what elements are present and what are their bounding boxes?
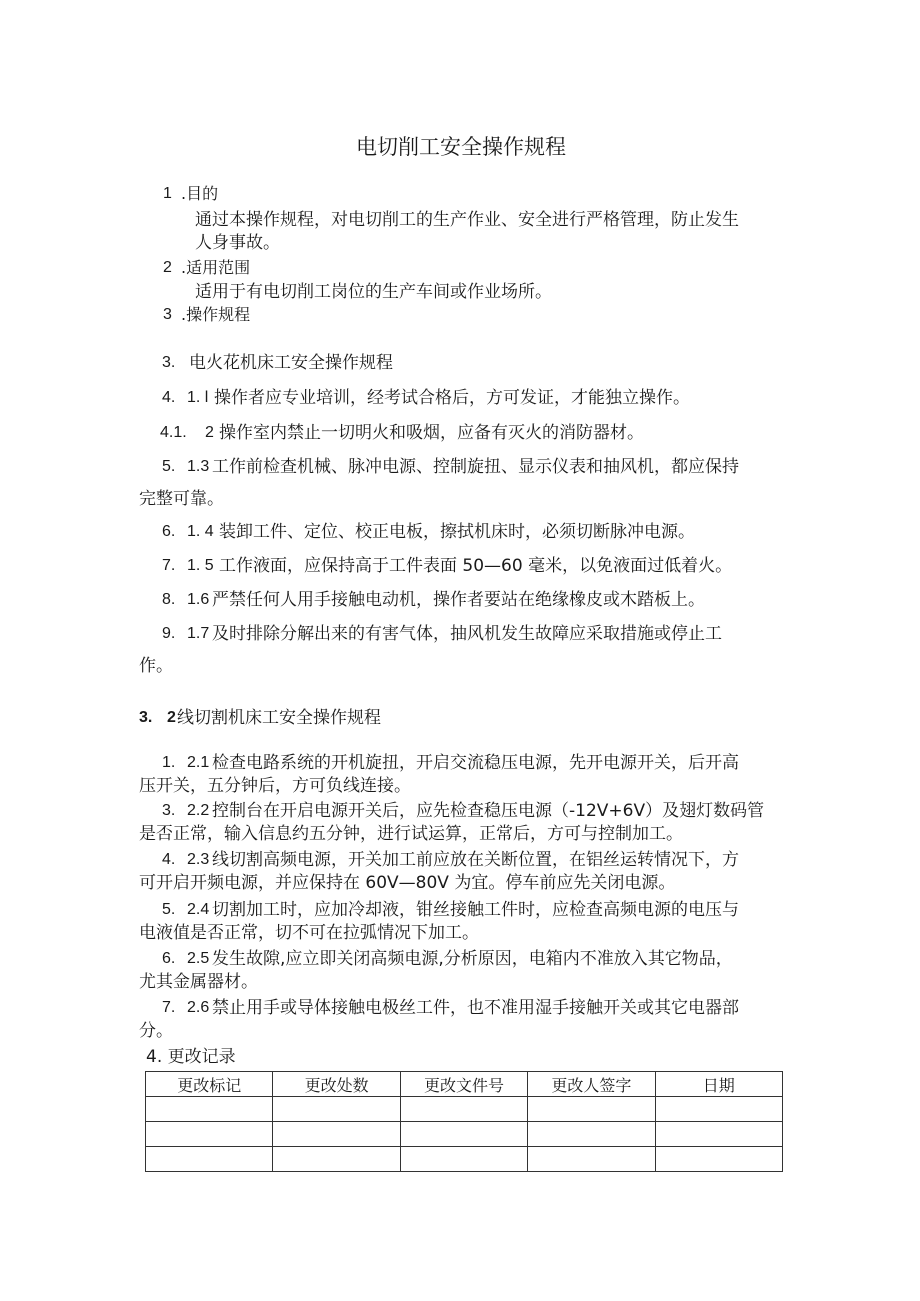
section-1-number: 1 — [163, 185, 172, 202]
item-text-continuation: 完整可靠。 — [139, 489, 224, 509]
item-subnumber: 2.5 — [187, 950, 210, 967]
item-number: 9. — [162, 625, 176, 642]
item-subnumber: 1. 4 — [187, 523, 214, 540]
item-number: 4. — [162, 851, 176, 868]
table-cell[interactable] — [400, 1147, 527, 1172]
item-text: 检查电路系统的开机旋扭，开启交流稳压电源，先开电源开关，后开高 — [212, 753, 739, 773]
item-subnumber: 1. l — [187, 389, 209, 406]
table-cell[interactable] — [273, 1122, 400, 1147]
item-subnumber: 1. 5 — [187, 557, 214, 574]
item-text: 禁止用手或导体接触电极丝工件，也不准用湿手接触开关或其它电器部 — [212, 998, 739, 1018]
item-number: 4.1. — [160, 424, 187, 441]
table-cell[interactable] — [655, 1122, 782, 1147]
item-text-continuation: 压开关，五分钟后，方可负线连接。 — [139, 776, 411, 796]
item-text: 控制台在开启电源开关后，应先检查稳压电源（-12V+6V）及翅灯数码管 — [212, 801, 765, 821]
table-cell[interactable] — [528, 1097, 655, 1122]
item-subnumber: 2.1 — [187, 754, 210, 771]
column-header: 更改处数 — [273, 1072, 400, 1097]
item-text: 操作者应专业培训，经考试合格后，方可发证，才能独立操作。 — [214, 388, 690, 408]
item-text-continuation: 是否正常，输入信息约五分钟，进行试运算，正常后，方可与控制加工。 — [139, 824, 683, 844]
item-number: 6. — [162, 950, 176, 967]
item-number: 5. — [162, 901, 176, 918]
item-text: 线切割高频电源，开关加工前应放在关断位置，在铝丝运转情况下，方 — [212, 850, 739, 870]
item-number: 4. — [162, 389, 176, 406]
item-number: 7. — [162, 557, 176, 574]
table-cell[interactable] — [400, 1122, 527, 1147]
table-header-row — [146, 1072, 783, 1097]
column-header: 更改人签字 — [528, 1072, 655, 1097]
section-3-number: 3 — [163, 306, 172, 323]
column-header: 日期 — [655, 1072, 782, 1097]
section-1-heading: .目的 — [181, 184, 219, 203]
item-number: 8. — [162, 591, 176, 608]
subsection-2-subnumber: 2 — [167, 709, 176, 726]
item-number: 1. — [162, 754, 176, 771]
table-cell[interactable] — [146, 1147, 273, 1172]
subsection-1-number: 3. — [162, 354, 176, 371]
table-cell[interactable] — [273, 1147, 400, 1172]
table-cell[interactable] — [655, 1097, 782, 1122]
table-cell[interactable] — [528, 1147, 655, 1172]
section-1-body-line-2: 人身事故。 — [195, 233, 280, 253]
item-text-continuation: 电液值是否正常，切不可在拉弧情况下加工。 — [139, 923, 479, 943]
item-subnumber: 2.4 — [187, 901, 210, 918]
table-row — [146, 1122, 783, 1147]
section-2-body: 适用于有电切削工岗位的生产车间或作业场所。 — [195, 282, 552, 302]
item-text: 装卸工件、定位、校正电板，擦拭机床时，必须切断脉冲电源。 — [219, 522, 695, 542]
subsection-2-heading: 线切割机床工安全操作规程 — [177, 708, 381, 728]
item-subnumber: 2.6 — [187, 999, 210, 1016]
section-2-heading: .适用范围 — [181, 258, 251, 277]
table-cell[interactable] — [528, 1122, 655, 1147]
table-cell[interactable] — [273, 1097, 400, 1122]
item-text: 工作液面，应保持高于工件表面 50—60 毫米，以免液面过低着火。 — [219, 556, 733, 576]
table-cell[interactable] — [655, 1147, 782, 1172]
column-header: 更改文件号 — [400, 1072, 527, 1097]
item-text: 发生故隙,应立即关闭高频电源,分析原因，电箱内不准放入其它物品， — [212, 949, 733, 969]
item-subnumber: 1.6 — [187, 591, 210, 608]
item-number: 5. — [162, 458, 176, 475]
item-text-continuation: 可开启开频电源，并应保持在 60V—80V 为宜。停车前应先关闭电源。 — [139, 873, 676, 893]
item-subnumber: 2 — [205, 424, 214, 441]
item-subnumber: 1.7 — [187, 625, 210, 642]
item-number: 3. — [162, 802, 176, 819]
change-log-heading: 4. 更改记录 — [146, 1047, 236, 1067]
table-cell[interactable] — [146, 1097, 273, 1122]
item-subnumber: 2.3 — [187, 851, 210, 868]
item-number: 7. — [162, 999, 176, 1016]
item-text: 及时排除分解出来的有害气体，抽风机发生故障应采取措施或停止工 — [212, 624, 722, 644]
subsection-1-heading: 电火花机床工安全操作规程 — [189, 353, 393, 373]
column-header: 更改标记 — [146, 1072, 273, 1097]
table-cell[interactable] — [146, 1122, 273, 1147]
item-text: 切割加工时，应加冷却液，钳丝接触工件时，应检查高频电源的电压与 — [212, 900, 739, 920]
change-log-table — [145, 1071, 783, 1172]
item-text: 工作前检查机械、脉冲电源、控制旋扭、显示仪表和抽风机，都应保持 — [212, 457, 739, 477]
table-cell[interactable] — [400, 1097, 527, 1122]
section-1-body-line-1: 通过本操作规程，对电切削工的生产作业、安全进行严格管理，防止发生 — [195, 210, 739, 230]
item-subnumber: 2.2 — [187, 802, 210, 819]
item-text-continuation: 作。 — [139, 656, 173, 676]
table-row — [146, 1097, 783, 1122]
item-text: 操作室内禁止一切明火和吸烟，应备有灭火的消防器材。 — [219, 423, 644, 443]
section-2-number: 2 — [163, 259, 172, 276]
item-text: 严禁任何人用手接触电动机，操作者要站在绝缘橡皮或木踏板上。 — [212, 590, 705, 610]
item-text-continuation: 尤其金属器材。 — [139, 972, 258, 992]
subsection-2-number: 3. — [139, 709, 153, 726]
page-title: 电切削工安全操作规程 — [356, 135, 566, 159]
item-subnumber: 1.3 — [187, 458, 210, 475]
table-row — [146, 1147, 783, 1172]
item-text-continuation: 分。 — [139, 1021, 173, 1041]
section-3-heading: .操作规程 — [181, 305, 251, 324]
item-number: 6. — [162, 523, 176, 540]
